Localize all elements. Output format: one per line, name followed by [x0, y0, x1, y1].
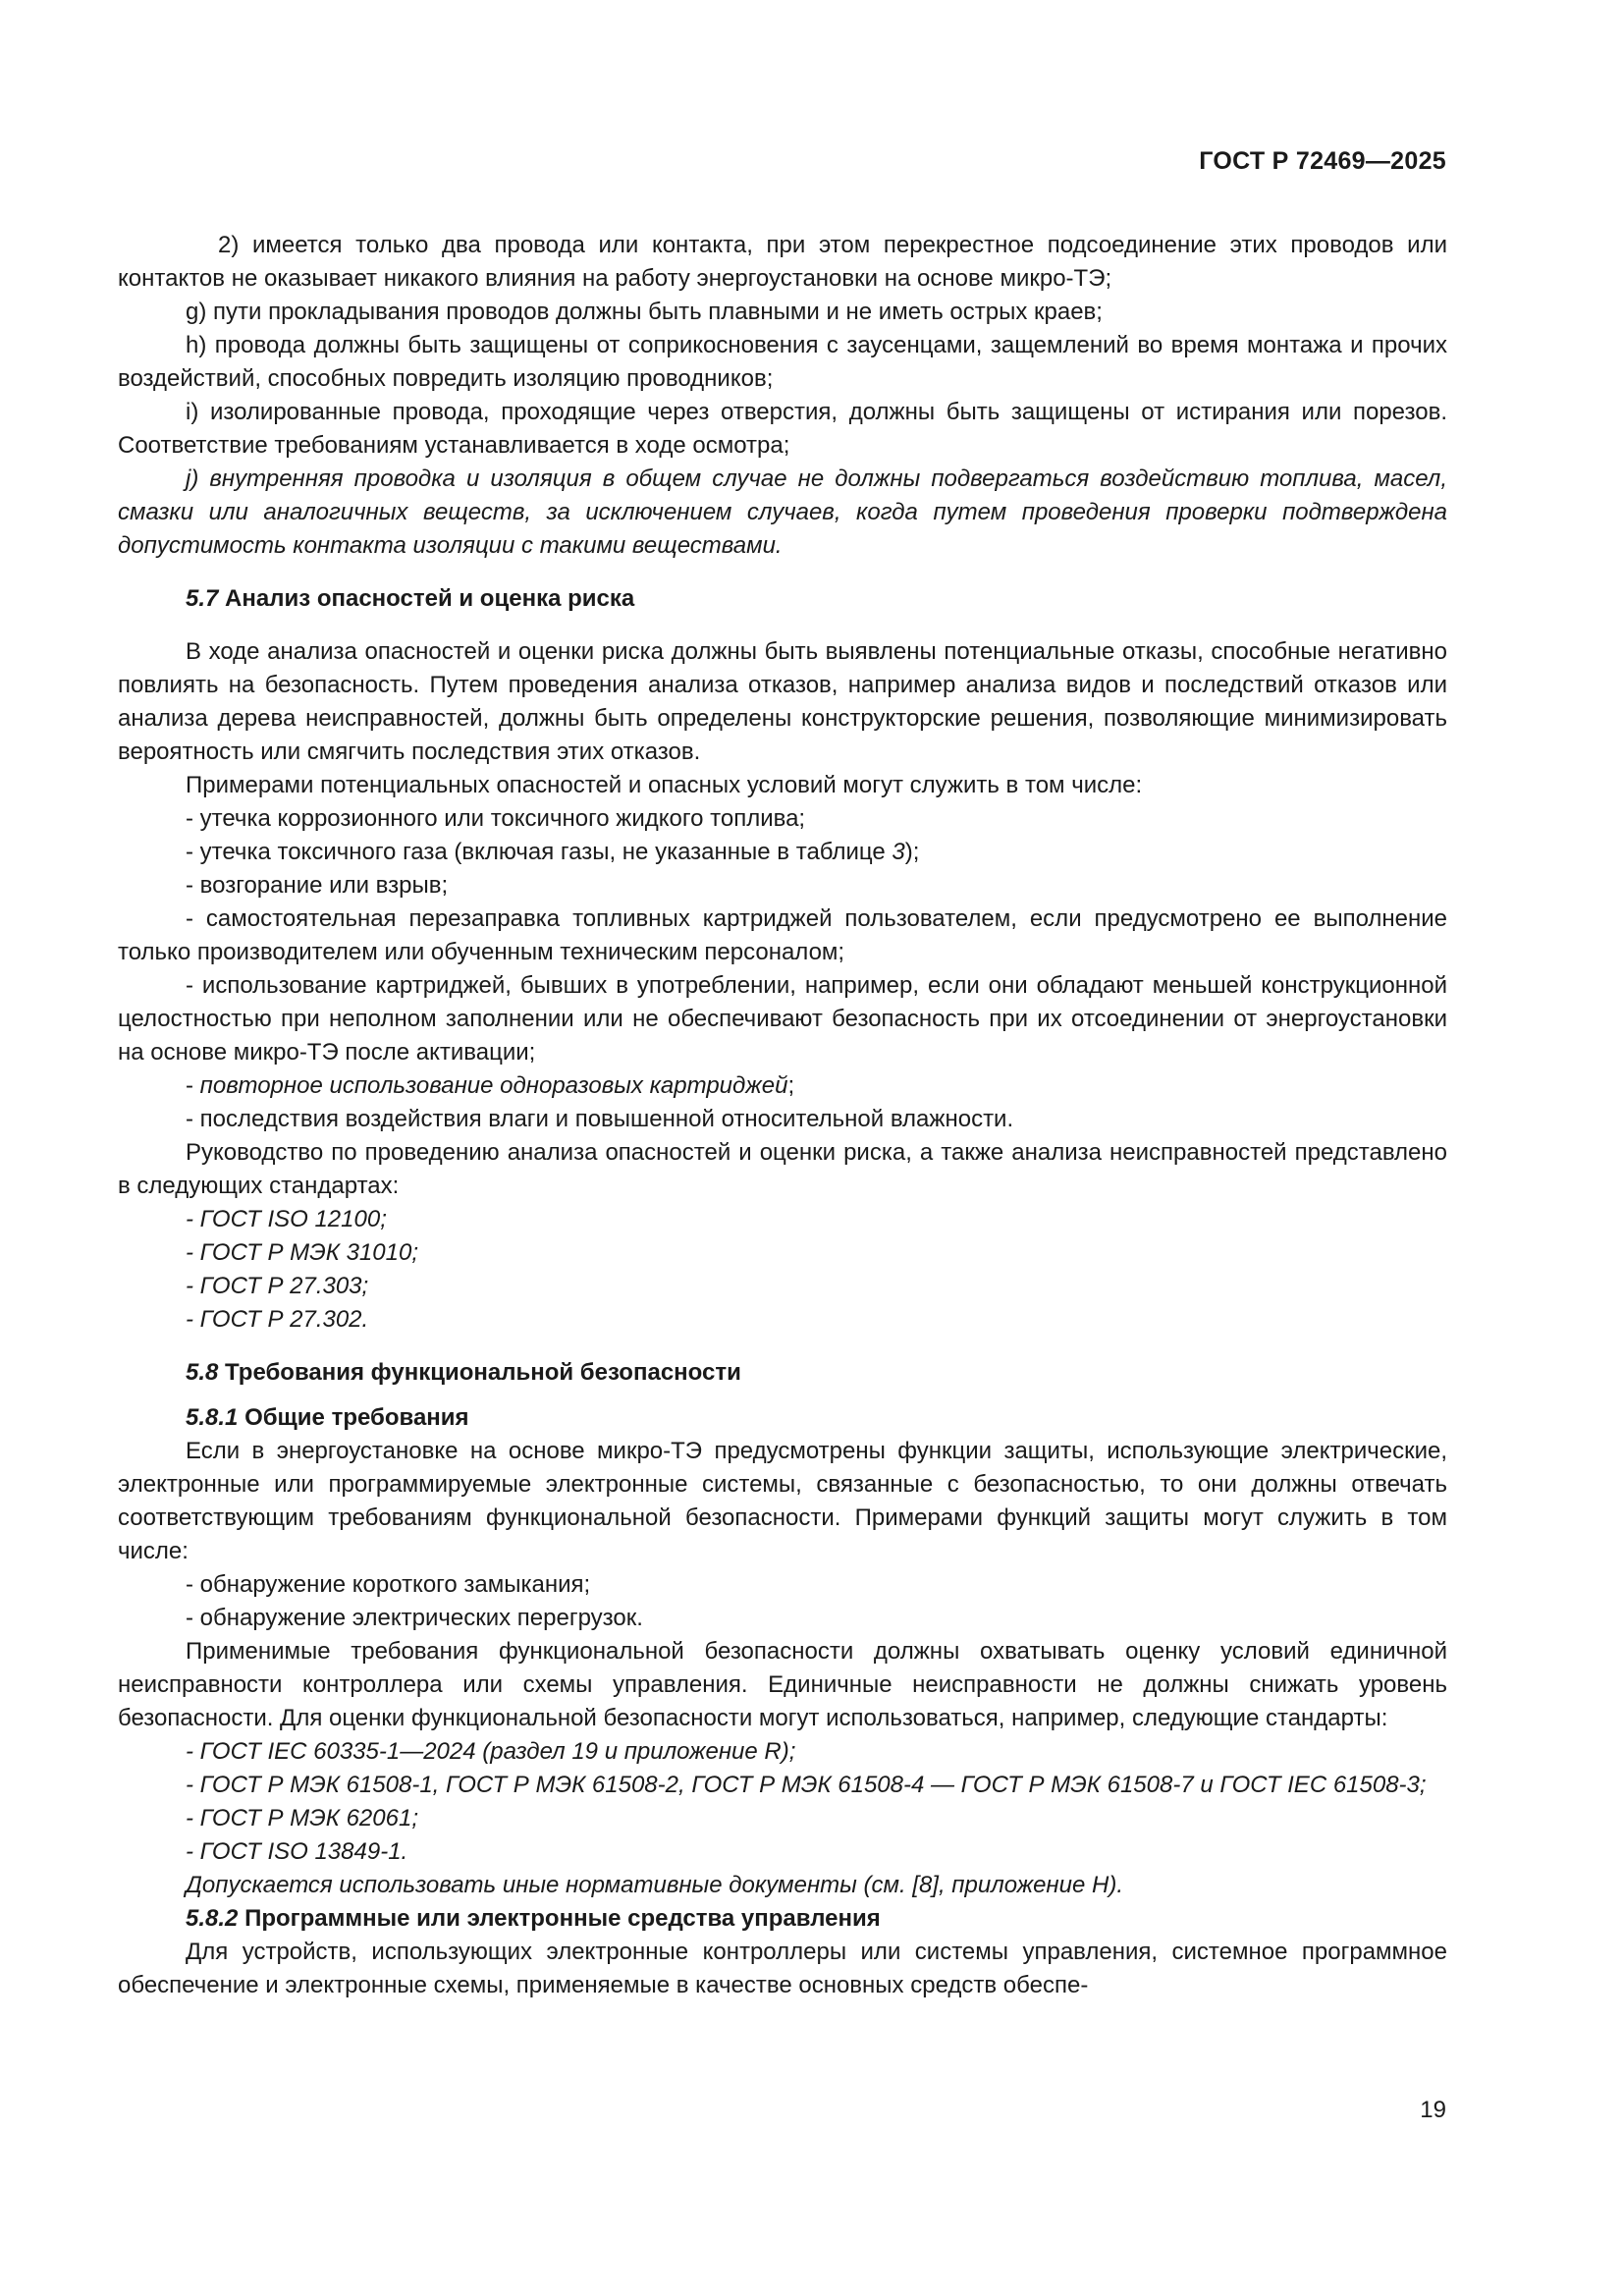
standard-reference: - ГОСТ Р МЭК 62061;	[186, 1805, 418, 1831]
standard-reference: - ГОСТ Р МЭК 31010;	[186, 1239, 418, 1266]
bullet-item: - самостоятельная перезаправка топливных картриджей пользователем, если предусмотрено ее выполнение только производителем или обученным техническим персоналом;	[118, 905, 1447, 965]
bullet-item: - утечка коррозионного или токсичного жидкого топлива;	[186, 805, 806, 832]
section-title: Общие требования	[244, 1404, 469, 1431]
paragraph: Примерами потенциальных опасностей и опасных условий могут служить в том числе:	[186, 772, 1143, 798]
paragraph: В ходе анализа опасностей и оценки риска должны быть выявлены потенциальные отказы, способные негативно повлиять на безопасность. Путем проведения анализа отказов, например анализа видов и последствий отказов или анализа дерева неисправностей, должны быть определены конструкторские решения, позволяющие минимизировать вероятность или смягчить последствия этих отказов.	[118, 638, 1447, 765]
document-body	[118, 229, 1447, 2002]
standard-reference: - ГОСТ IEC 60335-1—2024 (раздел 19 и приложение R);	[186, 1738, 796, 1765]
bullet-item: - обнаружение короткого замыкания;	[186, 1571, 591, 1598]
bullet-dash: -	[186, 1072, 200, 1099]
list-item-h: h) провода должны быть защищены от соприкосновения с заусенцами, защемлений во время монтажа и прочих воздействий, способных повредить изоляцию проводников;	[118, 332, 1447, 392]
bullet-text: - утечка токсичного газа (включая газы, не указанные в таблице	[186, 839, 893, 865]
section-heading-5-8-2	[118, 1902, 1447, 1936]
paragraph: Для устройств, использующих электронные контроллеры или системы управления, системное программное обеспечение и электронные схемы, применяемые в качестве основных средств обеспе-	[118, 1939, 1447, 1998]
section-number: 5.8.2	[186, 1905, 239, 1932]
section-heading-5-7	[118, 582, 1447, 616]
section-title: Анализ опасностей и оценка риска	[225, 585, 635, 612]
section-heading-5-8	[118, 1356, 1447, 1390]
list-item-i: i) изолированные провода, проходящие через отверстия, должны быть защищены от истирания или порезов. Соответствие требованиям устанавливается в ходе осмотра;	[118, 399, 1447, 459]
table-reference: 3	[892, 839, 905, 865]
standard-reference: - ГОСТ ISO 12100;	[186, 1206, 387, 1232]
section-title: Требования функциональной безопасности	[225, 1359, 741, 1386]
section-number: 5.8	[186, 1359, 219, 1386]
section-number: 5.8.1	[186, 1404, 239, 1431]
standard-reference: - ГОСТ ISO 13849-1.	[186, 1838, 408, 1865]
bullet-text-end: );	[904, 839, 920, 865]
paragraph: Если в энергоустановке на основе микро-ТЭ предусмотрены функции защиты, использующие электрические, электронные или программируемые электронные системы, связанные с безопасностью, то они должны отвечать соответствующим требованиям функциональной безопасности. Примерами функций защиты могут служить в том числе:	[118, 1438, 1447, 1564]
standard-reference: - ГОСТ Р 27.303;	[186, 1273, 369, 1299]
bullet-item: - использование картриджей, бывших в употреблении, например, если они обладают меньшей конструкционной целостностью при неполном заполнении или не обеспечивают безопасность при их отсоединении от энергоустановки на основе микро-ТЭ после активации;	[118, 972, 1447, 1066]
list-item-j: j) внутренняя проводка и изоляция в общем случае не должны подвергаться воздействию топлива, масел, смазки или аналогичных веществ, за исключением случаев, когда путем проведения проверки подтверждена допустимость контакта изоляции с такими веществами.	[118, 465, 1447, 559]
list-item-g: g) пути прокладывания проводов должны быть плавными и не иметь острых краев;	[186, 299, 1103, 325]
standard-reference: - ГОСТ Р 27.302.	[186, 1306, 369, 1333]
document-code-header: ГОСТ Р 72469—2025	[1199, 147, 1446, 175]
section-title: Программные или электронные средства управления	[244, 1905, 881, 1932]
section-heading-5-8-1	[118, 1401, 1447, 1435]
note-paragraph: Допускается использовать иные нормативные документы (см. [8], приложение Н).	[186, 1872, 1123, 1898]
list-item-2: 2) имеется только два провода или контакта, при этом перекрестное подсоединение этих проводов или контактов не оказывает никакого влияния на работу энергоустановки на основе микро-ТЭ;	[118, 232, 1447, 292]
bullet-text-end: ;	[787, 1072, 795, 1099]
bullet-item: - последствия воздействия влаги и повышенной относительной влажности.	[186, 1106, 1014, 1132]
section-number: 5.7	[186, 585, 219, 612]
bullet-text-italic: повторное использование одноразовых картриджей	[199, 1072, 788, 1099]
bullet-item	[118, 836, 1447, 869]
paragraph: Руководство по проведению анализа опасностей и оценки риска, а также анализа неисправностей представлено в следующих стандартах:	[118, 1139, 1447, 1199]
paragraph: Применимые требования функциональной безопасности должны охватывать оценку условий единичной неисправности контроллера или схемы управления. Единичные неисправности не должны снижать уровень безопасности. Для оценки функциональной безопасности могут использоваться, например, следующие стандарты:	[118, 1638, 1447, 1731]
bullet-item	[118, 1069, 1447, 1103]
bullet-item: - обнаружение электрических перегрузок.	[186, 1605, 643, 1631]
page-number: 19	[1420, 2097, 1446, 2123]
standard-reference: - ГОСТ Р МЭК 61508-1, ГОСТ Р МЭК 61508-2, ГОСТ Р МЭК 61508-4 — ГОСТ Р МЭК 61508-7 и ГОСТ IEC 61508-3;	[186, 1772, 1427, 1798]
bullet-item: - возгорание или взрыв;	[186, 872, 449, 899]
